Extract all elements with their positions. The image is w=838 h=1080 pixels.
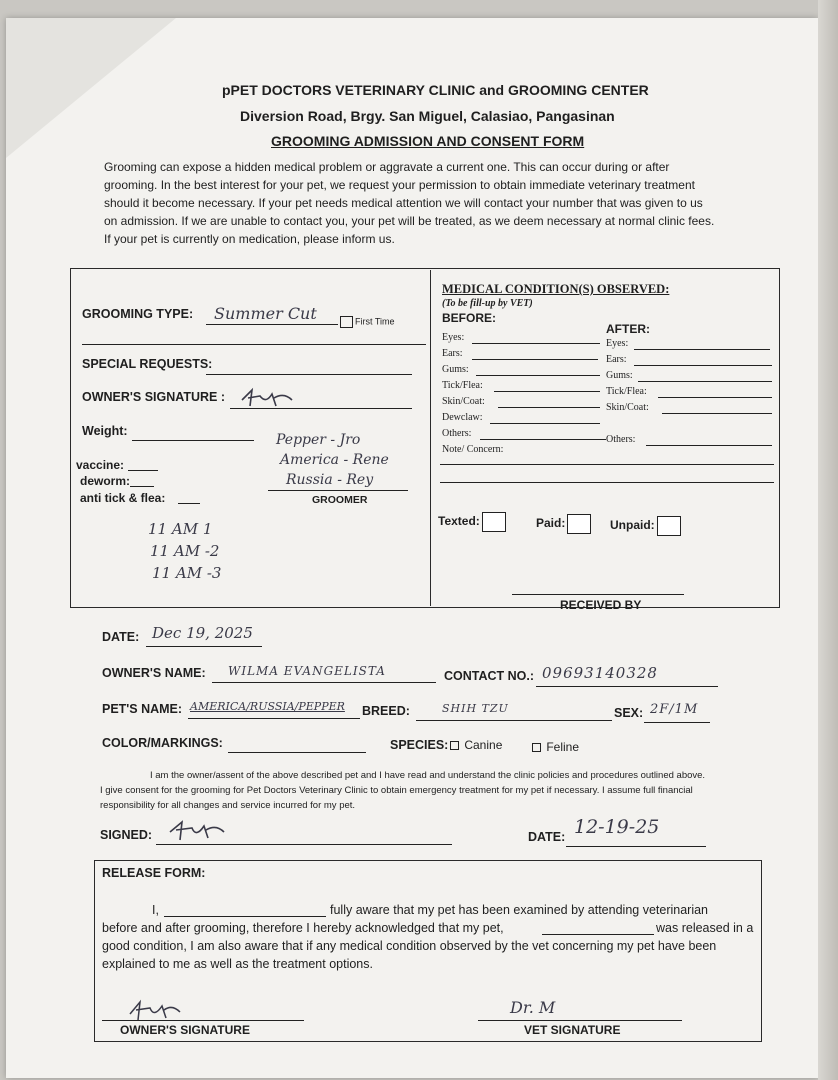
after-label: AFTER:	[606, 322, 650, 336]
first-time-checkbox[interactable]	[340, 316, 395, 328]
after-ears-label: Ears:	[606, 354, 627, 365]
owner-signature-label: OWNER'S SIGNATURE :	[82, 390, 226, 404]
medical-subtitle: (To be fill-up by VET)	[442, 298, 533, 309]
before-tick-label: Tick/Flea:	[442, 380, 483, 391]
after-skin-field[interactable]	[662, 413, 772, 414]
intro-line-2: grooming. In the best interest for your pet, we request your permission to obtain immediate veterinary treatment	[104, 178, 695, 192]
after-eyes-field[interactable]	[634, 349, 770, 350]
note-concern-label: Note/ Concern:	[442, 444, 504, 455]
species-canine-label: Canine	[464, 738, 503, 752]
time-note-3: 11 AM -3	[152, 564, 222, 582]
consent-date-label: DATE:	[528, 830, 566, 844]
consent-date-value[interactable]: 12-19-25	[574, 816, 660, 838]
species-canine-option[interactable]	[450, 738, 502, 752]
after-ears-field[interactable]	[634, 365, 772, 366]
release-owner-name-field[interactable]	[164, 916, 326, 917]
sex-label: SEX:	[614, 706, 644, 720]
after-skin-label: Skin/Coat:	[606, 402, 649, 413]
before-eyes-field[interactable]	[472, 343, 600, 344]
before-tick-field[interactable]	[494, 391, 600, 392]
pet-name-label: PET'S NAME:	[102, 702, 183, 716]
species-label: SPECIES:	[390, 738, 449, 752]
time-note-2: 11 AM -2	[150, 542, 220, 560]
color-field[interactable]	[228, 752, 366, 753]
column-divider	[430, 270, 431, 606]
received-by-label: RECEIVED BY	[560, 598, 642, 612]
intro-line-3: should it become necessary. If your pet needs medical attention we will contact your number that was given to us	[104, 196, 703, 210]
before-ears-label: Ears:	[442, 348, 463, 359]
date-value[interactable]: Dec 19, 2025	[152, 624, 253, 642]
anti-tick-field[interactable]	[178, 503, 200, 504]
release-line1-end: fully aware that my pet has been examined by attending veterinarian	[330, 903, 709, 917]
owner-signature-scribble	[238, 386, 298, 410]
breed-label: BREED:	[362, 704, 410, 718]
consent-line-3: responsibility for all changes and service incurred for my pet.	[100, 800, 356, 811]
form-page	[6, 18, 818, 1078]
deworm-field[interactable]	[130, 486, 154, 487]
received-by-field[interactable]	[512, 594, 684, 595]
grooming-type-label: GROOMING TYPE:	[82, 307, 194, 321]
groomer-note-3: Russia - Rey	[286, 472, 374, 488]
release-line4: explained to me as well as the treatment options.	[102, 957, 373, 971]
note-line-2[interactable]	[440, 482, 774, 483]
background-edge	[818, 0, 838, 1080]
breed-value[interactable]: SHIH TZU	[442, 702, 509, 715]
time-note-1: 11 AM 1	[148, 520, 213, 538]
note-line-1[interactable]	[440, 464, 774, 465]
clinic-name: pPET DOCTORS VETERINARY CLINIC and GROOMING CENTER	[222, 82, 649, 98]
sex-value[interactable]: 2F/1M	[650, 702, 699, 717]
page-curl	[6, 18, 176, 158]
after-eyes-label: Eyes:	[606, 338, 629, 349]
unpaid-checkbox[interactable]	[610, 516, 681, 536]
texted-checkbox[interactable]	[438, 512, 506, 532]
after-gums-label: Gums:	[606, 370, 633, 381]
clinic-address: Diversion Road, Brgy. San Miguel, Calasiao, Pangasinan	[240, 108, 615, 124]
weight-field[interactable]	[132, 440, 254, 441]
grooming-type-value[interactable]: Summer Cut	[214, 304, 317, 323]
texted-label: Texted:	[438, 514, 480, 529]
before-gums-field[interactable]	[476, 375, 600, 376]
after-others-field[interactable]	[646, 445, 772, 446]
paid-checkbox[interactable]	[536, 514, 591, 534]
anti-tick-label: anti tick & flea:	[80, 491, 166, 505]
release-line2-start: before and after grooming, therefore I hereby acknowledged that my pet,	[102, 921, 504, 935]
before-label: BEFORE:	[442, 311, 496, 325]
after-others-label: Others:	[606, 434, 636, 445]
intro-line-5: If your pet is currently on medication, please inform us.	[104, 232, 395, 246]
groomer-note-1: Pepper - Jro	[276, 432, 361, 448]
release-line3: good condition, I am also aware that if any medical condition observed by the vet concerning my pet have been	[102, 939, 717, 953]
intro-line-4: on admission. If we are unable to contact you, your pet will be treated, as we deem necessary at normal clinic fees.	[104, 214, 715, 228]
before-ears-field[interactable]	[472, 359, 598, 360]
signed-label: SIGNED:	[100, 828, 153, 842]
species-feline-label: Feline	[546, 740, 580, 754]
medical-title: MEDICAL CONDITION(S) OBSERVED:	[442, 282, 670, 296]
special-requests-field[interactable]	[206, 374, 412, 375]
before-dewclaw-label: Dewclaw:	[442, 412, 483, 423]
date-label: DATE:	[102, 630, 140, 644]
consent-line-2: I give consent for the grooming for Pet Doctors Veterinary Clinic to obtain emergency treatment for my pet if necessary. I assume full financial	[100, 785, 693, 796]
before-others-label: Others:	[442, 428, 472, 439]
special-requests-label: SPECIAL REQUESTS:	[82, 357, 213, 371]
release-owner-signature-label: OWNER'S SIGNATURE	[120, 1023, 250, 1037]
pet-name-value[interactable]: AMERICA/RUSSIA/PEPPER	[190, 700, 345, 713]
release-line2-end: was released in a	[656, 921, 754, 935]
form-title: GROOMING ADMISSION AND CONSENT FORM	[271, 133, 585, 149]
vaccine-label: vaccine:	[76, 458, 125, 472]
before-skin-label: Skin/Coat:	[442, 396, 485, 407]
before-dewclaw-field[interactable]	[490, 423, 600, 424]
paid-label: Paid:	[536, 516, 566, 531]
consent-line-1: I am the owner/assent of the above described pet and I have read and understand the clinic policies and procedures outlined above.	[150, 770, 706, 781]
vet-signature-label: VET SIGNATURE	[524, 1023, 621, 1037]
weight-label: Weight:	[82, 424, 128, 438]
groomer-field[interactable]	[268, 490, 408, 491]
before-skin-field[interactable]	[498, 407, 600, 408]
groomer-label: GROOMER	[312, 494, 368, 506]
species-feline-option[interactable]	[532, 740, 579, 754]
first-time-label: First Time	[355, 316, 395, 327]
before-gums-label: Gums:	[442, 364, 469, 375]
contact-label: CONTACT NO.:	[444, 669, 535, 683]
vet-signature-field[interactable]	[478, 1020, 682, 1021]
unpaid-label: Unpaid:	[610, 518, 655, 533]
vaccine-field[interactable]	[128, 470, 158, 471]
after-tick-field[interactable]	[658, 397, 772, 398]
release-line1-start: I,	[152, 903, 159, 917]
before-others-field[interactable]	[480, 439, 606, 440]
groomer-note-2: America - Rene	[280, 452, 389, 468]
color-label: COLOR/MARKINGS:	[102, 736, 223, 750]
deworm-label: deworm:	[80, 474, 131, 488]
signed-scribble	[166, 816, 230, 846]
intro-line-1: Grooming can expose a hidden medical problem or aggravate a current one. This can occur during or after	[104, 160, 670, 174]
contact-value[interactable]: 09693140328	[542, 664, 658, 682]
after-gums-field[interactable]	[638, 381, 772, 382]
release-pet-name-field[interactable]	[542, 934, 654, 935]
release-title: RELEASE FORM:	[102, 866, 206, 880]
vet-signature-value: Dr. M	[510, 998, 556, 1017]
owner-name-value[interactable]: WILMA EVANGELISTA	[228, 664, 386, 678]
release-owner-scribble	[124, 998, 184, 1024]
owner-name-label: OWNER'S NAME:	[102, 666, 206, 680]
after-tick-label: Tick/Flea:	[606, 386, 647, 397]
before-eyes-label: Eyes:	[442, 332, 465, 343]
